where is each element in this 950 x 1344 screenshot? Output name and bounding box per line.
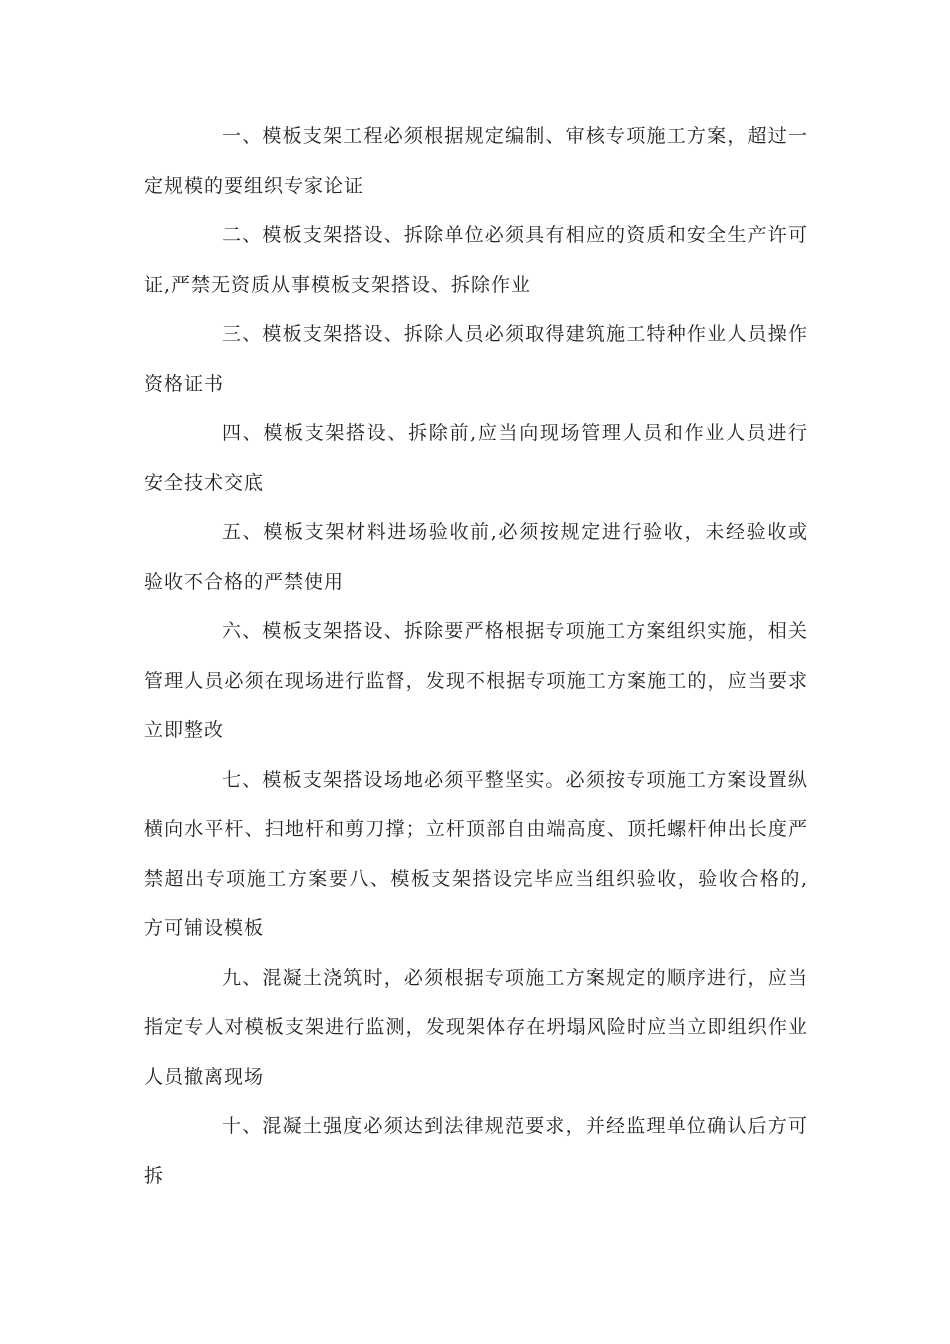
paragraph-7: 七、模板支架搭设场地必须平整坚实。必须按专项施工方案设置纵横向水平杆、扫地杆和剪刀撑；立杆顶部自由端高度、顶托螺杆伸出长度严禁超出专项施工方案要八、模板支架搭设完毕应当组织验收，验收合格的,方可铺设模板: [144, 768, 808, 939]
paragraph-3: 三、模板支架搭设、拆除人员必须取得建筑施工特种作业人员操作资格证书: [144, 323, 808, 395]
paragraph-4: 四、模板支架搭设、拆除前,应当向现场管理人员和作业人员进行安全技术交底: [144, 422, 808, 494]
paragraph-9: 十、混凝土强度必须达到法律规范要求，并经监理单位确认后方可拆: [144, 1115, 808, 1187]
paragraph-1: 一、模板支架工程必须根据规定编制、审核专项施工方案，超过一定规模的要组织专家论证: [144, 125, 808, 197]
paragraph-2: 二、模板支架搭设、拆除单位必须具有相应的资质和安全生产许可证,严禁无资质从事模板支架搭设、拆除作业: [144, 224, 808, 296]
paragraph-5: 五、模板支架材料进场验收前,必须按规定进行验收，未经验收或验收不合格的严禁使用: [144, 521, 808, 593]
paragraph-6: 六、模板支架搭设、拆除要严格根据专项施工方案组织实施，相关管理人员必须在现场进行监督，发现不根据专项施工方案施工的，应当要求立即整改: [144, 620, 808, 741]
document-body: [144, 112, 808, 1201]
paragraph-8: 九、混凝土浇筑时，必须根据专项施工方案规定的顺序进行，应当指定专人对模板支架进行监测，发现架体存在坍塌风险时应当立即组织作业人员撤离现场: [144, 966, 808, 1088]
